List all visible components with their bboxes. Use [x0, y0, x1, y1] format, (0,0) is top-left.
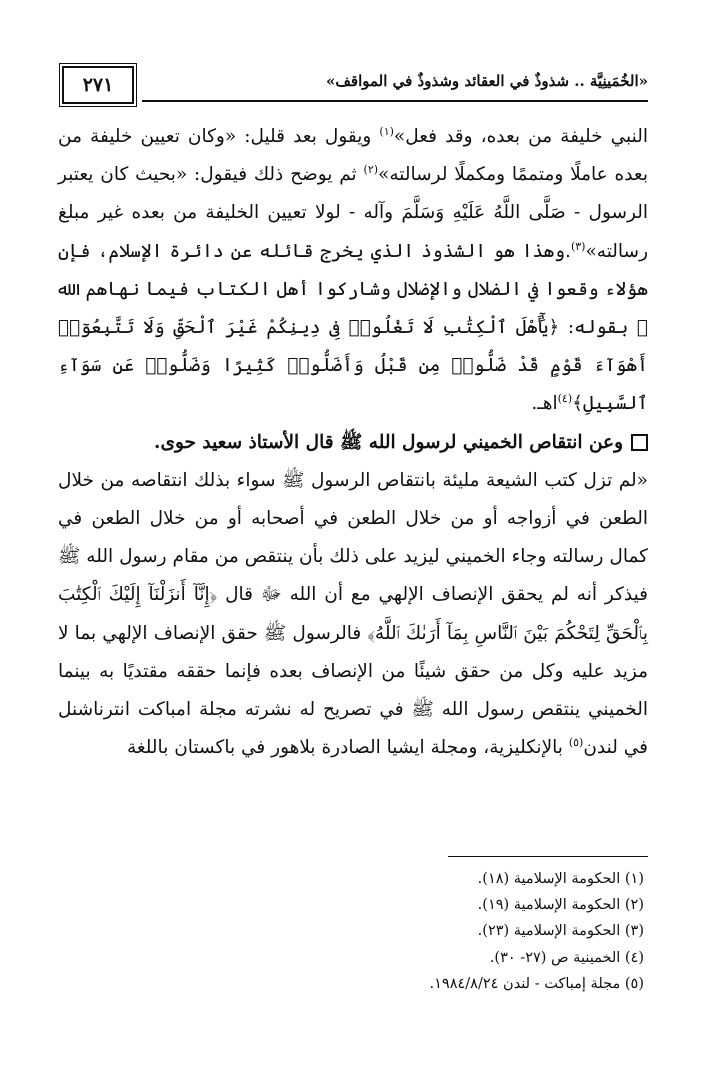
p1-text-d: .وهذا هو الشذوذ الذي يخرج قائله عن دائرة الإسلام، فإن هؤلاء وقعوا في الضلال والإضلال وشاركوا أهل الكتاب فيما نهاهم الله ﷻ بقوله: ﴿يَٰٓأَهْلَ ٱلْكِتَٰبِ لَا تَغْلُوا۟ فِى دِينِكُمْ غَيْرَ ٱلْحَقِّ وَلَا تَتَّبِعُوٓا۟ أَهْوَآءَ قَوْمٍ قَدْ ضَلُّوا۟ مِن قَبْلُ وَأَضَلُّوا۟ كَثِيرًا وَضَلُّوا۟ عَن سَوَآءِ ٱلسَّبِيلِ﴾ [58, 240, 648, 415]
footnote-ref-1: (١) [379, 124, 394, 138]
page-number: ٢٧١ [62, 66, 134, 104]
p2-text-b: بالإنكليزية، ومجلة ايشيا الصادرة بلاهور في باكستان باللغة [126, 737, 569, 759]
body-text [58, 118, 648, 767]
section-heading-text: وعن انتقاص الخميني لرسول الله ﷺ قال الأستاذ سعيد حوى. [154, 431, 623, 453]
paragraph-2 [58, 462, 648, 768]
footnotes [60, 866, 644, 997]
paragraph-1 [58, 118, 648, 424]
footnote-ref-3: (٣) [570, 239, 586, 253]
footnote-ref-5: (٥) [568, 736, 584, 750]
running-title: «الخُمَينِيَّة .. شذوذٌ في العقائد وشذوذٌ في المواقف» [326, 72, 648, 90]
footnote-2: (٢) الحكومة الإسلامية (١٩). [477, 897, 644, 914]
footnote-4: (٤) الخمينية ص (٢٧- ٣٠). [489, 949, 644, 966]
footnote-rule [448, 856, 648, 857]
section-heading [58, 424, 648, 462]
p1-text-b: ويقول بعد قليل: «وكان تعيين خليفة من بعده عاملًا ومتممًا ومكملًا لرسالته» [58, 126, 648, 186]
checkbox-bullet-icon [631, 434, 648, 451]
p1-text-e: اهـ. [531, 393, 558, 415]
footnote-3: (٣) الحكومة الإسلامية (٢٣). [477, 923, 644, 940]
p2-text-a: «لم تزل كتب الشيعة مليئة بانتقاص الرسول ﷺ سواء بذلك انتقاصه من خلال الطعن في أزواجه أو من خلال الطعن في أصحابه أو من خلال الطعن في كمال رسالته وجاء الخميني ليزيد على ذلك بأن ينتقص من مقام رسول الله ﷺ فيذكر أنه لم يحقق الإنصاف الإلهي مع أن الله ﷻ قال ﴿إِنَّآ أَنزَلْنَآ إِلَيْكَ ٱلْكِتَٰبَ بِٱلْحَقِّ لِتَحْكُمَ بَيْنَ ٱلنَّاسِ بِمَآ أَرَىٰكَ ٱللَّهُ﴾ فالرسول ﷺ حقق الإنصاف الإلهي بما لا مزيد عليه وكل من حقق شيئًا من الإنصاف بعده فإنما حققه مقتديًا به بينما الخميني ينتقص رسول الله ﷺ في تصريح له نشرته مجلة امباكت انترناشنل في لندن [58, 469, 648, 759]
p1-text-c: ثم يوضح ذلك فيقول: «بحيث كان يعتبر الرسول - صَلَّى اللَّهُ عَلَيْهِ وَسَلَّمَ وآله - لولا تعيين الخليفة من بعده غير مبلغ رسالته» [58, 164, 648, 262]
footnote-ref-2: (٢) [363, 163, 379, 177]
footnote-1: (١) الحكومة الإسلامية (١٨). [477, 871, 644, 887]
footnote-5: (٥) مجلة إمباكت - لندن ١٩٨٤/٨/٢٤. [429, 975, 644, 992]
p1-text-a: النبي خليفة من بعده، وقد فعل» [393, 126, 648, 147]
footnote-ref-4: (٤) [557, 392, 573, 406]
header-rule [142, 100, 648, 102]
page-header [62, 60, 648, 106]
